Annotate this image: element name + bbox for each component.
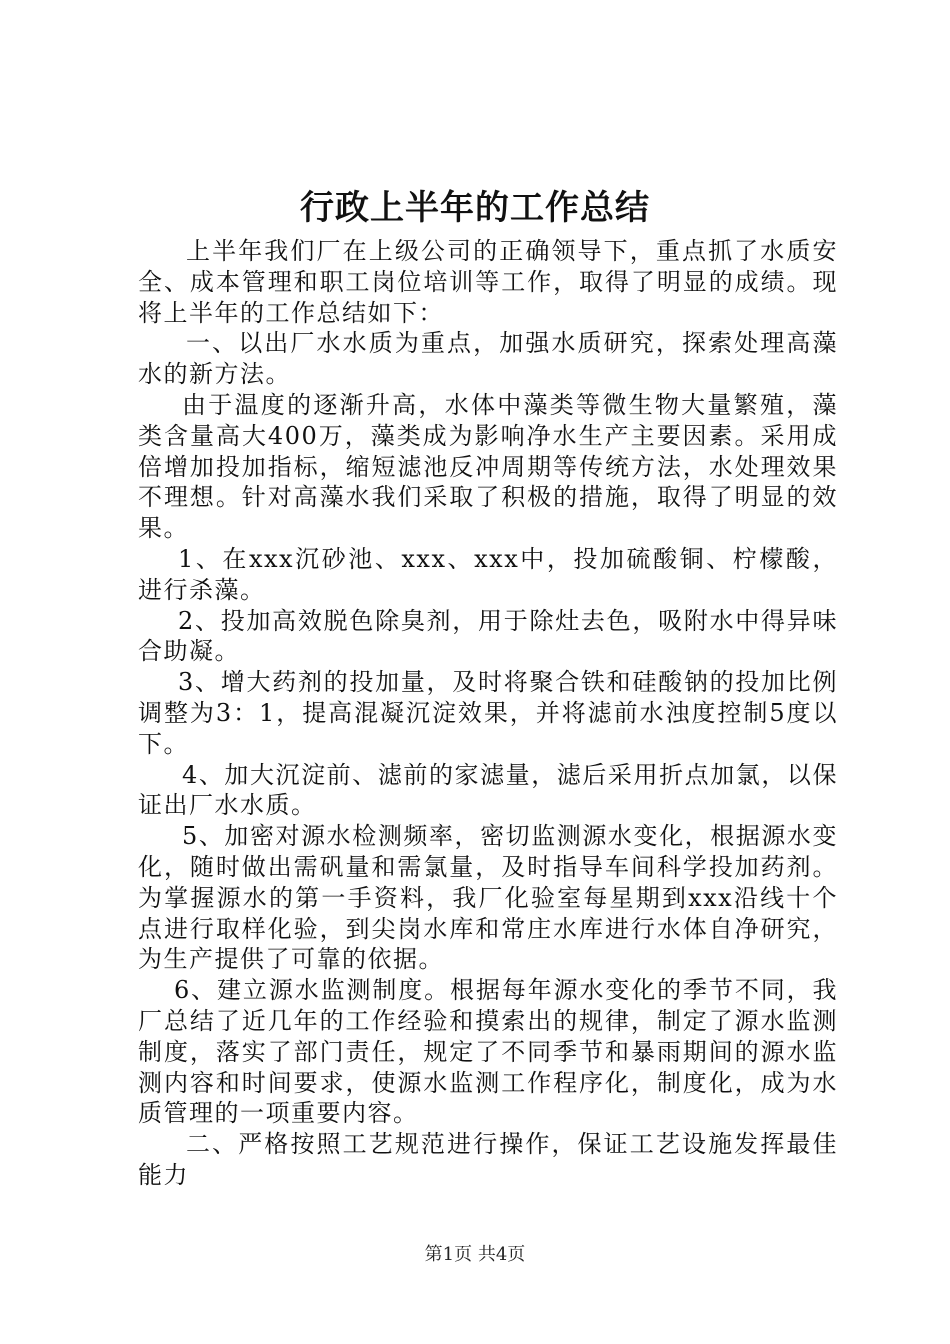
paragraph-intro: 上半年我们厂在上级公司的正确领导下，重点抓了水质安全、成本管理和职工岗位培训等工作，取得了明显的成绩。现将上半年的工作总结如下： (138, 237, 838, 327)
paragraph-item-4: 4、加大沉淀前、滤前的家滤量，滤后采用折点加氯，以保证出厂水水质。 (138, 760, 838, 820)
paragraph-item-2: 2、投加高效脱色除臭剂，用于除灶去色，吸附水中得异味合助凝。 (138, 606, 838, 666)
document-body (138, 236, 838, 1191)
paragraph-item-3: 3、增大药剂的投加量，及时将聚合铁和硅酸钠的投加比例调整为3：1，提高混凝沉淀效果，并将滤前水浊度控制5度以下。 (138, 668, 838, 758)
page-footer: 第1页 共4页 (424, 1244, 526, 1265)
document-title: 行政上半年的工作总结 (300, 188, 650, 228)
paragraph-section-1-heading: 一、以出厂水水质为重点，加强水质研究，探索处理高藻水的新方法。 (138, 329, 838, 389)
paragraph-item-6: 6、建立源水监测制度。根据每年源水变化的季节不同，我厂总结了近几年的工作经验和摸索出的规律，制定了源水监测制度，落实了部门责任，规定了不同季节和暴雨期间的源水监测内容和时间要求，使源水监测工作程序化，制度化，成为水质管理的一项重要内容。 (138, 976, 838, 1128)
paragraph-section-2-heading: 二、严格按照工艺规范进行操作，保证工艺设施发挥最佳能力 (138, 1130, 838, 1189)
paragraph-item-1: 1、在xxx沉砂池、xxx、xxx中，投加硫酸铜、柠檬酸，进行杀藻。 (138, 544, 838, 604)
paragraph-algae-background: 由于温度的逐渐升高，水体中藻类等微生物大量繁殖，藻类含量高大400万，藻类成为影响净水生产主要因素。采用成倍增加投加指标，缩短滤池反冲周期等传统方法，水处理效果不理想。针对高藻水我们采取了积极的措施，取得了明显的效果。 (138, 390, 838, 543)
paragraph-item-5: 5、加密对源水检测频率，密切监测源水变化，根据源水变化，随时做出需矾量和需氯量，及时指导车间科学投加药剂。为掌握源水的第一手资料，我厂化验室每星期到xxx沿线十个点进行取样化验，到尖岗水库和常庄水库进行水体自净研究，为生产提供了可靠的依据。 (138, 822, 838, 974)
